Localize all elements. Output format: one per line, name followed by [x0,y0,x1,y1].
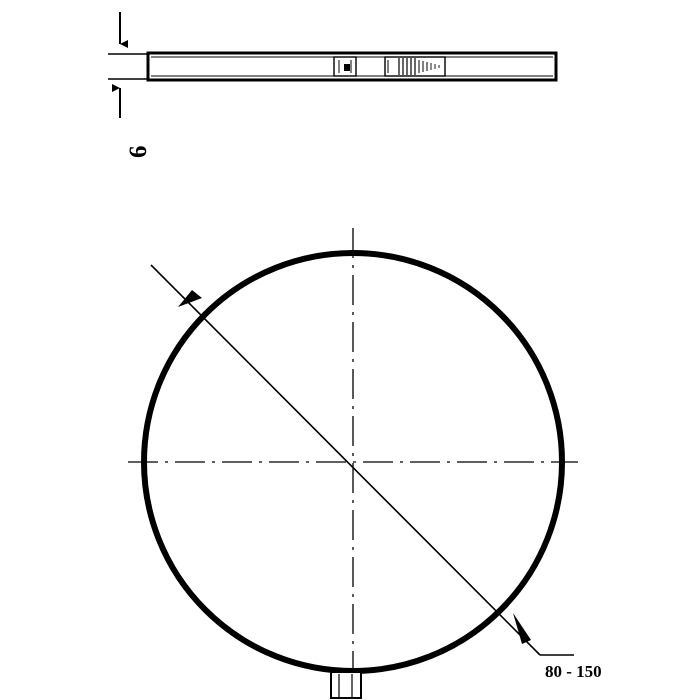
clamp-housing-detail [334,57,356,76]
bottom-clamp-tab [331,672,361,698]
diameter-range-label: 80 - 150 [545,662,602,681]
diameter-arrow-lower [513,613,531,644]
diameter-dimension-line [151,265,540,655]
worm-screw-detail [385,57,445,76]
thickness-dimension [108,12,152,158]
clamp-tab-body [331,672,361,698]
housing-center-block [344,64,350,71]
side-profile-view [148,53,556,80]
thickness-value-label: 6 [125,145,152,158]
